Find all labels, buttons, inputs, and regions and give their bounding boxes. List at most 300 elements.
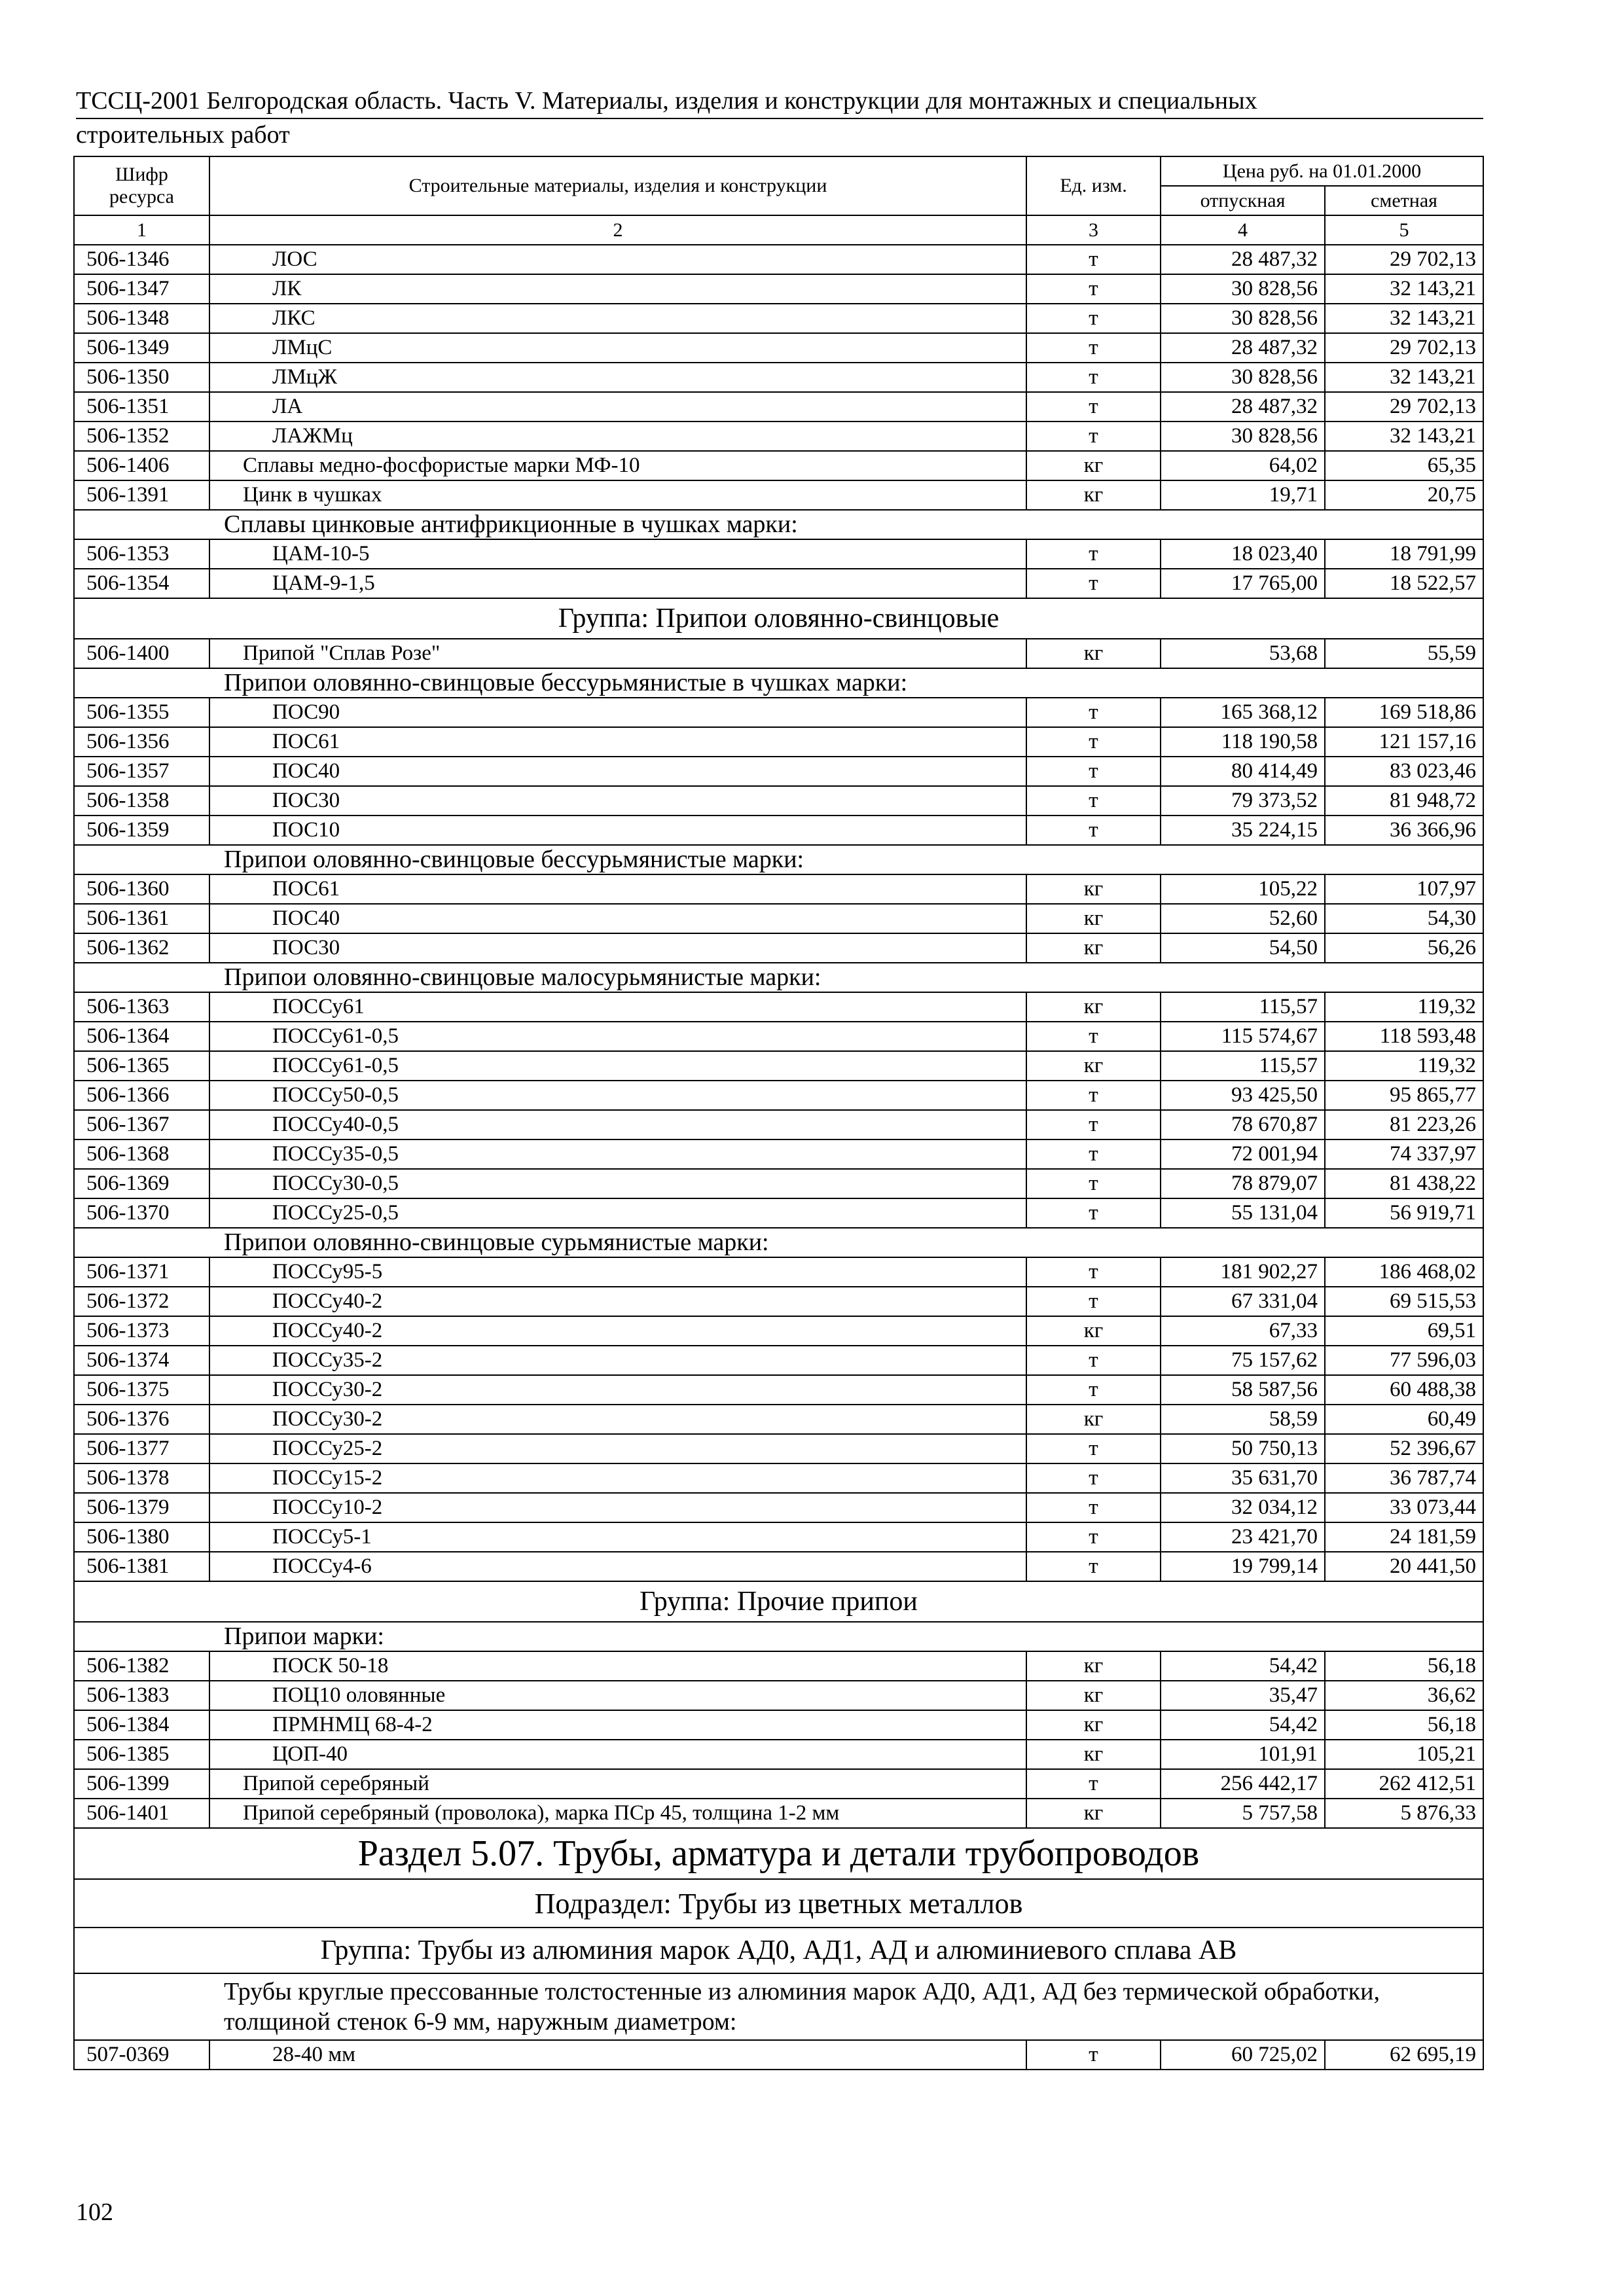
group-title: Группа: Припои оловянно-свинцовые [74,598,1483,639]
release-price: 256 442,17 [1161,1769,1325,1799]
release-price: 28 487,32 [1161,392,1325,422]
resource-code: 506-1373 [74,1316,209,1346]
release-price: 93 425,50 [1161,1081,1325,1110]
material-name: ЛКС [209,304,1026,333]
release-price: 58 587,56 [1161,1375,1325,1405]
material-name: ЛА [209,392,1026,422]
material-name: ПОССу95-5 [209,1257,1026,1287]
col-release-header: отпускная [1161,186,1325,215]
material-name: ПОС40 [209,904,1026,933]
material-name: ПОССу61 [209,992,1026,1022]
resource-code: 506-1375 [74,1375,209,1405]
resource-code: 506-1349 [74,333,209,363]
resource-code: 506-1368 [74,1139,209,1169]
estimate-price: 36 787,74 [1325,1463,1483,1493]
resource-code: 506-1365 [74,1051,209,1081]
unit: кг [1026,1651,1161,1681]
table-row [74,480,1483,510]
estimate-price: 56,26 [1325,933,1483,963]
resource-code: 506-1347 [74,274,209,304]
material-name: ПОС30 [209,933,1026,963]
unit: т [1026,569,1161,598]
unit: т [1026,786,1161,816]
estimate-price: 107,97 [1325,874,1483,904]
release-price: 72 001,94 [1161,1139,1325,1169]
material-name: ЦАМ-9-1,5 [209,569,1026,598]
estimate-price: 262 412,51 [1325,1769,1483,1799]
resource-code: 506-1382 [74,1651,209,1681]
material-name: ПОС30 [209,786,1026,816]
resource-code: 506-1359 [74,816,209,845]
material-name: ПОССу4-6 [209,1552,1026,1581]
table-row [74,786,1483,816]
estimate-price: 69,51 [1325,1316,1483,1346]
material-name: ЛОС [209,245,1026,274]
estimate-price: 60,49 [1325,1405,1483,1434]
resource-code: 506-1372 [74,1287,209,1316]
resource-code: 506-1350 [74,363,209,392]
price-table [73,156,1484,2070]
release-price: 118 190,58 [1161,727,1325,757]
release-price: 101,91 [1161,1740,1325,1769]
estimate-price: 83 023,46 [1325,757,1483,786]
resource-code: 506-1346 [74,245,209,274]
unit: т [1026,1287,1161,1316]
unit: кг [1026,1799,1161,1828]
unit: т [1026,816,1161,845]
table-row [74,757,1483,786]
subheading-row [74,668,1483,698]
resource-code: 506-1381 [74,1552,209,1581]
unit: кг [1026,874,1161,904]
table-row [74,1081,1483,1110]
release-price: 181 902,27 [1161,1257,1325,1287]
unit: т [1026,422,1161,451]
col-number-4: 4 [1161,215,1325,245]
resource-code: 506-1383 [74,1681,209,1710]
estimate-price: 169 518,86 [1325,698,1483,727]
group-row [74,598,1483,639]
unit: кг [1026,992,1161,1022]
resource-code: 506-1401 [74,1799,209,1828]
table-row [74,1552,1483,1581]
subheading-row [74,1622,1483,1651]
table-row [74,933,1483,963]
table-row [74,1434,1483,1463]
material-name: ПОССу40-2 [209,1316,1026,1346]
table-row [74,1139,1483,1169]
material-name: 28-40 мм [209,2040,1026,2070]
estimate-price: 33 073,44 [1325,1493,1483,1522]
release-price: 54,50 [1161,933,1325,963]
estimate-price: 81 438,22 [1325,1169,1483,1198]
table-row [74,1405,1483,1434]
group-row [74,1581,1483,1622]
release-price: 115 574,67 [1161,1022,1325,1051]
estimate-price: 81 948,72 [1325,786,1483,816]
table-row [74,1375,1483,1405]
estimate-price: 74 337,97 [1325,1139,1483,1169]
estimate-price: 77 596,03 [1325,1346,1483,1375]
col-number-5: 5 [1325,215,1483,245]
unit: т [1026,1081,1161,1110]
material-name: ПОССу35-2 [209,1346,1026,1375]
resource-code: 506-1380 [74,1522,209,1552]
resource-code: 506-1348 [74,304,209,333]
col-estimate-header: сметная [1325,186,1483,215]
unit: т [1026,2040,1161,2070]
material-name: ЦОП-40 [209,1740,1026,1769]
release-price: 54,42 [1161,1651,1325,1681]
table-row [74,1022,1483,1051]
release-price: 58,59 [1161,1405,1325,1434]
resource-code: 506-1362 [74,933,209,963]
unit: кг [1026,451,1161,480]
col-price-header: Цена руб. на 01.01.2000 [1161,156,1483,186]
table-row [74,333,1483,363]
group-title: Группа: Трубы из алюминия марок АД0, АД1, АД и алюминиевого сплава АВ [74,1928,1483,1973]
subheading-row [74,510,1483,539]
resource-code: 506-1369 [74,1169,209,1198]
resource-code: 506-1366 [74,1081,209,1110]
table-row [74,639,1483,668]
material-name: ПОССу61-0,5 [209,1051,1026,1081]
table-row [74,451,1483,480]
material-name: ПОССу50-0,5 [209,1081,1026,1110]
page-number: 102 [76,2198,113,2226]
resource-code: 506-1356 [74,727,209,757]
table-row [74,1051,1483,1081]
unit: т [1026,1769,1161,1799]
description-text: Трубы круглые прессованные толстостенные из алюминия марок АД0, АД1, АД без термической обработки, толщиной стенок 6-9 мм, наружным диаметром: [74,1973,1483,2040]
unit: т [1026,1493,1161,1522]
resource-code: 506-1378 [74,1463,209,1493]
release-price: 64,02 [1161,451,1325,480]
subheading-row [74,963,1483,992]
subheading: Припои оловянно-свинцовые бессурьмянистые в чушках марки: [74,668,1483,698]
release-price: 30 828,56 [1161,304,1325,333]
material-name: ПОССу40-2 [209,1287,1026,1316]
table-body [74,245,1483,2070]
release-price: 53,68 [1161,639,1325,668]
subheading-row [74,845,1483,874]
material-name: Припой "Сплав Розе" [209,639,1026,668]
estimate-price: 65,35 [1325,451,1483,480]
material-name: ПОССу25-0,5 [209,1198,1026,1228]
material-name: ПОСК 50-18 [209,1651,1026,1681]
subsection-row [74,1879,1483,1928]
table-row [74,816,1483,845]
estimate-price: 55,59 [1325,639,1483,668]
release-price: 54,42 [1161,1710,1325,1740]
resource-code: 506-1361 [74,904,209,933]
subheading: Припои оловянно-свинцовые бессурьмянистые марки: [74,845,1483,874]
table-row [74,1316,1483,1346]
unit: кг [1026,1051,1161,1081]
unit: т [1026,727,1161,757]
unit: т [1026,698,1161,727]
table-row [74,1287,1483,1316]
unit: т [1026,1022,1161,1051]
estimate-price: 56,18 [1325,1710,1483,1740]
estimate-price: 36,62 [1325,1681,1483,1710]
resource-code: 506-1376 [74,1405,209,1434]
col-number-3: 3 [1026,215,1161,245]
resource-code: 506-1374 [74,1346,209,1375]
material-name: ПОССу61-0,5 [209,1022,1026,1051]
material-name: ПОССу30-2 [209,1375,1026,1405]
resource-code: 506-1370 [74,1198,209,1228]
material-name: ЦАМ-10-5 [209,539,1026,569]
section-row [74,1828,1483,1879]
unit: т [1026,1375,1161,1405]
release-price: 5 757,58 [1161,1799,1325,1828]
estimate-price: 69 515,53 [1325,1287,1483,1316]
table-row [74,1651,1483,1681]
release-price: 28 487,32 [1161,245,1325,274]
table-row [74,1198,1483,1228]
material-name: ПОС10 [209,816,1026,845]
table-row [74,304,1483,333]
material-name: ПОССу30-0,5 [209,1169,1026,1198]
release-price: 30 828,56 [1161,363,1325,392]
resource-code: 506-1360 [74,874,209,904]
unit: т [1026,1198,1161,1228]
resource-code: 506-1391 [74,480,209,510]
estimate-price: 95 865,77 [1325,1081,1483,1110]
unit: кг [1026,1316,1161,1346]
material-name: Цинк в чушках [209,480,1026,510]
estimate-price: 36 366,96 [1325,816,1483,845]
estimate-price: 56 919,71 [1325,1198,1483,1228]
release-price: 165 368,12 [1161,698,1325,727]
table-row [74,698,1483,727]
estimate-price: 24 181,59 [1325,1522,1483,1552]
release-price: 18 023,40 [1161,539,1325,569]
unit: т [1026,274,1161,304]
unit: т [1026,1139,1161,1169]
subheading-row [74,1228,1483,1257]
table-row [74,1463,1483,1493]
estimate-price: 118 593,48 [1325,1022,1483,1051]
resource-code: 506-1353 [74,539,209,569]
resource-code: 506-1400 [74,639,209,668]
table-row [74,569,1483,598]
table-row [74,1169,1483,1198]
running-header [76,85,1483,117]
unit: кг [1026,1681,1161,1710]
resource-code: 506-1384 [74,1710,209,1740]
resource-code: 506-1364 [74,1022,209,1051]
unit: т [1026,1522,1161,1552]
unit: т [1026,1110,1161,1139]
estimate-price: 105,21 [1325,1740,1483,1769]
unit: т [1026,1552,1161,1581]
release-price: 19,71 [1161,480,1325,510]
estimate-price: 54,30 [1325,904,1483,933]
release-price: 67,33 [1161,1316,1325,1346]
estimate-price: 62 695,19 [1325,2040,1483,2070]
unit: т [1026,757,1161,786]
estimate-price: 56,18 [1325,1651,1483,1681]
release-price: 35 631,70 [1161,1463,1325,1493]
unit: кг [1026,1710,1161,1740]
unit: т [1026,539,1161,569]
release-price: 75 157,62 [1161,1346,1325,1375]
material-name: ПОС61 [209,727,1026,757]
resource-code: 506-1367 [74,1110,209,1139]
resource-code: 506-1399 [74,1769,209,1799]
unit: кг [1026,1740,1161,1769]
release-price: 55 131,04 [1161,1198,1325,1228]
material-name: ПОЦ10 оловянные [209,1681,1026,1710]
unit: кг [1026,1405,1161,1434]
material-name: ПОС61 [209,874,1026,904]
estimate-price: 32 143,21 [1325,363,1483,392]
estimate-price: 32 143,21 [1325,422,1483,451]
estimate-price: 29 702,13 [1325,245,1483,274]
table-row [74,363,1483,392]
release-price: 35 224,15 [1161,816,1325,845]
release-price: 50 750,13 [1161,1434,1325,1463]
resource-code: 506-1406 [74,451,209,480]
release-price: 80 414,49 [1161,757,1325,786]
estimate-price: 20,75 [1325,480,1483,510]
resource-code: 507-0369 [74,2040,209,2070]
resource-code: 506-1358 [74,786,209,816]
table-row [74,727,1483,757]
resource-code: 506-1363 [74,992,209,1022]
release-price: 30 828,56 [1161,422,1325,451]
material-name: ЛК [209,274,1026,304]
unit: кг [1026,904,1161,933]
unit: т [1026,392,1161,422]
table-row [74,245,1483,274]
table-row [74,1710,1483,1740]
estimate-price: 121 157,16 [1325,727,1483,757]
release-price: 30 828,56 [1161,274,1325,304]
release-price: 115,57 [1161,1051,1325,1081]
unit: т [1026,1169,1161,1198]
release-price: 78 879,07 [1161,1169,1325,1198]
table-row [74,1346,1483,1375]
unit: т [1026,304,1161,333]
header-line-1: ТССЦ-2001 Белгородская область. Часть V. Материалы, изделия и конструкции для монтажных и специальных [76,87,1257,115]
table-row [74,392,1483,422]
estimate-price: 29 702,13 [1325,333,1483,363]
group-row [74,1928,1483,1973]
material-name: ЛМцЖ [209,363,1026,392]
table-row [74,539,1483,569]
table-row [74,1522,1483,1552]
unit: т [1026,1463,1161,1493]
resource-code: 506-1379 [74,1493,209,1522]
subheading: Припои оловянно-свинцовые малосурьмянистые марки: [74,963,1483,992]
subheading: Сплавы цинковые антифрикционные в чушках марки: [74,510,1483,539]
unit: кг [1026,933,1161,963]
resource-code: 506-1354 [74,569,209,598]
release-price: 35,47 [1161,1681,1325,1710]
release-price: 60 725,02 [1161,2040,1325,2070]
estimate-price: 32 143,21 [1325,274,1483,304]
material-name: ПОССу15-2 [209,1463,1026,1493]
table-row [74,904,1483,933]
resource-code: 506-1357 [74,757,209,786]
material-name: Сплавы медно-фосфористые марки МФ-10 [209,451,1026,480]
unit: т [1026,1346,1161,1375]
estimate-price: 52 396,67 [1325,1434,1483,1463]
table-row [74,1681,1483,1710]
release-price: 79 373,52 [1161,786,1325,816]
material-name: ПОС40 [209,757,1026,786]
material-name: ПОССу5-1 [209,1522,1026,1552]
subsection-title: Подраздел: Трубы из цветных металлов [74,1879,1483,1928]
estimate-price: 5 876,33 [1325,1799,1483,1828]
unit: кг [1026,639,1161,668]
material-name: ПОССу35-0,5 [209,1139,1026,1169]
col-unit-header: Ед. изм. [1026,156,1161,215]
release-price: 28 487,32 [1161,333,1325,363]
table-row [74,2040,1483,2070]
estimate-price: 29 702,13 [1325,392,1483,422]
material-name: ПОССу10-2 [209,1493,1026,1522]
col-number-1: 1 [74,215,209,245]
material-name: ПРМНМЦ 68-4-2 [209,1710,1026,1740]
table-row [74,1110,1483,1139]
estimate-price: 186 468,02 [1325,1257,1483,1287]
unit: т [1026,245,1161,274]
unit: т [1026,333,1161,363]
table-row [74,274,1483,304]
resource-code: 506-1377 [74,1434,209,1463]
table-row [74,1799,1483,1828]
release-price: 17 765,00 [1161,569,1325,598]
material-name: ПОССу25-2 [209,1434,1026,1463]
material-name: Припой серебряный (проволока), марка ПСр 45, толщина 1-2 мм [209,1799,1026,1828]
release-price: 78 670,87 [1161,1110,1325,1139]
col-code-header: Шифр ресурса [74,156,209,215]
material-name: ПОССу40-0,5 [209,1110,1026,1139]
release-price: 52,60 [1161,904,1325,933]
running-header-continued [76,119,1483,151]
estimate-price: 60 488,38 [1325,1375,1483,1405]
unit: кг [1026,480,1161,510]
subheading: Припои оловянно-свинцовые сурьмянистые марки: [74,1228,1483,1257]
release-price: 115,57 [1161,992,1325,1022]
section-title: Раздел 5.07. Трубы, арматура и детали трубопроводов [74,1828,1483,1879]
table-row [74,992,1483,1022]
release-price: 19 799,14 [1161,1552,1325,1581]
estimate-price: 119,32 [1325,1051,1483,1081]
group-title: Группа: Прочие припои [74,1581,1483,1622]
material-name: ЛМцС [209,333,1026,363]
material-name: ПОССу30-2 [209,1405,1026,1434]
estimate-price: 32 143,21 [1325,304,1483,333]
subheading: Припои марки: [74,1622,1483,1651]
estimate-price: 119,32 [1325,992,1483,1022]
release-price: 105,22 [1161,874,1325,904]
resource-code: 506-1355 [74,698,209,727]
resource-code: 506-1371 [74,1257,209,1287]
material-name: Припой серебряный [209,1769,1026,1799]
material-name: ЛАЖМц [209,422,1026,451]
resource-code: 506-1351 [74,392,209,422]
release-price: 32 034,12 [1161,1493,1325,1522]
unit: т [1026,363,1161,392]
table-row [74,1493,1483,1522]
table-row [74,422,1483,451]
unit: т [1026,1434,1161,1463]
